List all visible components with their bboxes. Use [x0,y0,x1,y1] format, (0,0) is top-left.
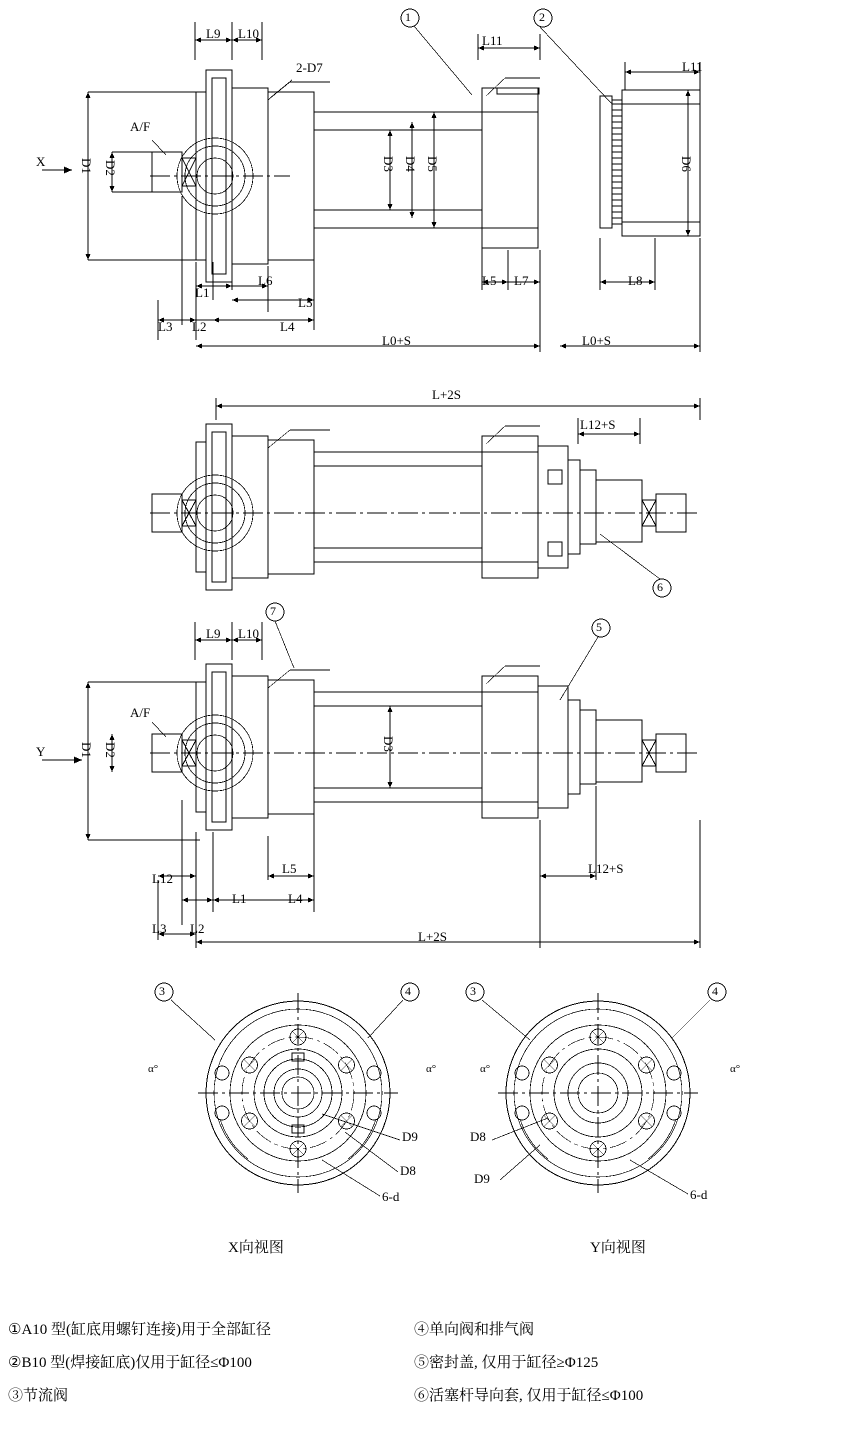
notes-left-column [8,1318,271,1417]
dim-L0S-right: L0+S [582,333,612,348]
balloon-4-left: 4 [405,984,411,998]
balloon-1: 1 [405,10,411,24]
label-6d-y: 6-d [690,1187,708,1202]
dim-D6-top: D6 [679,156,694,172]
dim-D1-bottom: D1 [79,742,94,758]
label-D8-y: D8 [470,1129,486,1144]
label-D8-x: D8 [400,1163,416,1178]
note-6: ⑥活塞杆导向套, 仅用于缸径≤Φ100 [414,1388,644,1404]
label-alpha-x-left: α° [148,1063,159,1075]
dim-L8-top: L8 [628,273,643,288]
label-D9-x: D9 [402,1129,418,1144]
dim-L3-bottom: L3 [152,921,167,936]
dim-L4-top: L4 [280,319,295,334]
dim-L12S-middle: L12+S [580,417,616,432]
dim-L2S-middle: L+2S [432,387,462,402]
view-mark-y: Y [36,744,46,759]
dim-D5-top: D5 [425,156,440,172]
dim-D2-bottom: D2 [103,742,118,758]
dim-L5-bottom: L5 [282,861,297,876]
balloon-6: 6 [657,580,663,594]
dim-D3-bottom: D3 [381,736,396,752]
view-mark-x: X [36,154,46,169]
balloon-5: 5 [596,620,602,634]
label-alpha-x-right: α° [426,1063,437,1075]
dim-L5-top: L5 [298,295,313,310]
dim-L2S-bottom: L+2S [418,929,448,944]
dim-AF-top: A/F [130,119,151,134]
note-4: ④单向阀和排气阀 [414,1322,535,1338]
balloon-4-right: 4 [712,984,718,998]
caption-x-view: X向视图 [228,1240,284,1256]
dim-L12-bottom: L12 [152,871,173,886]
dim-L5b-top: L5 [482,273,497,288]
dim-L7-top: L7 [514,273,529,288]
balloon-7: 7 [270,604,276,618]
dim-L11-right: L11 [682,59,703,74]
dim-L1-bottom: L1 [232,891,247,906]
dim-L6-top: L6 [258,273,273,288]
note-2: ②B10 型(焊接缸底)仅用于缸径≤Φ100 [8,1355,252,1371]
dim-L3-top: L3 [158,319,173,334]
notes-right-column [414,1318,643,1417]
dim-L10-top: L10 [238,26,259,41]
dim-L2-top: L2 [192,319,207,334]
balloon-3-left: 3 [159,984,165,998]
note-3: ③节流阀 [8,1388,69,1404]
dim-L11-top: L11 [482,33,503,48]
dim-L10-bottom: L10 [238,626,259,641]
balloon-2: 2 [539,10,545,24]
dim-2D7: 2-D7 [296,60,323,75]
dim-L4-bottom: L4 [288,891,303,906]
note-1: ①A10 型(缸底用螺钉连接)用于全部缸径 [8,1322,272,1338]
dim-D1-top: D1 [79,158,94,174]
dim-D3-top: D3 [381,156,396,172]
dim-D2-top: D2 [103,160,118,176]
label-6d-x: 6-d [382,1189,400,1204]
label-alpha-y-left: α° [480,1063,491,1075]
note-5: ⑤密封盖, 仅用于缸径≥Φ125 [414,1355,599,1371]
label-D9-y: D9 [474,1171,490,1186]
caption-y-view: Y向视图 [590,1240,646,1256]
label-alpha-y-right: α° [730,1063,741,1075]
dim-L2-bottom: L2 [190,921,205,936]
dim-AF-bottom: A/F [130,705,151,720]
dim-L0S-left: L0+S [382,333,412,348]
dim-D4-top: D4 [403,156,418,172]
balloon-3-right: 3 [470,984,476,998]
dim-L1-top: L1 [195,285,210,300]
dim-L9-top: L9 [206,26,221,41]
dim-L12S-bottom: L12+S [588,861,624,876]
dim-L9-bottom: L9 [206,626,221,641]
